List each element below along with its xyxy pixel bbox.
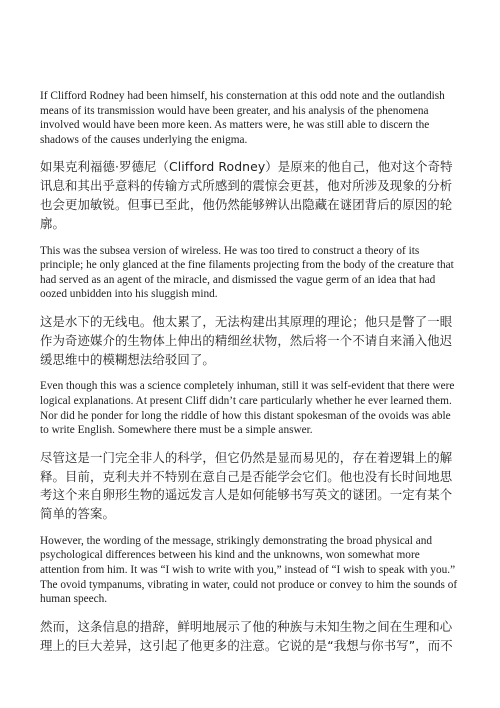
paragraph-english-1: If Clifford Rodney had been himself, his consternation at this odd note and the outlandish means of its transmission would have been greater, and his analysis of the phenomena involved would have been more keen. As matters were, he was still able to discern the shadows of the causes underlying the enigma. bbox=[40, 90, 445, 146]
paragraph-english-3: Even though this was a science completely inhuman, still it was self-evident that there were logical explanations. At present Cliff didn’t care particularly whether he ever learned them. Nor did he ponder for long the riddle of how this distant spokesman of the ovoids was able to write English. Somewhere there must be a simple answer. bbox=[40, 380, 455, 437]
paragraph-chinese-1: 如果克利福德·罗德尼（Clifford Rodney）是原来的他自己，他对这个奇特讯息和其出乎意料的传输方式所感到的震惊会更甚，他对所涉及现象的分析也会更加敏锐。但事已至此，他仍然能够辨认出隐藏在谜团背后的原因的轮廓。 bbox=[40, 159, 453, 231]
paragraph-chinese-4: 然而，这条信息的措辞，鲜明地展示了他的种族与未知生物之间在生理和心理上的巨大差异，这引起了他更多的注意。它说的是“我想与你书写”，而不 bbox=[40, 618, 453, 653]
paragraph-chinese-2: 这是水下的无线电。他太累了，无法构建出其原理的理论；他只是瞥了一眼作为奇迹媒介的生物体上伸出的精细丝状物，然后将一个不请自来涌入他迟缓思维中的模糊想法给驳回了。 bbox=[40, 313, 453, 367]
paragraph-english-4: However, the wording of the message, strikingly demonstrating the broad physical and psychological differences between his kind and the unknowns, won somewhat more attention from him. It was “I wish to write with you,” instead of “I wish to speak with you.” The ovoid tympanums, vibrating in water, could not produce or convey to him the sounds of human speech. bbox=[40, 534, 458, 606]
paragraph-english-2: This was the subsea version of wireless. He was too tired to construct a theory of its principle; he only glanced at the fine filaments projecting from the body of the creature that had served as an agent of the miracle, and dismissed the vague germ of an idea that had oozed unbidden into his sluggish mind. bbox=[40, 244, 454, 301]
paragraph-chinese-3: 尽管这是一门完全非人的科学，但它仍然是显而易见的，存在着逻辑上的解释。目前，克利夫并不特别在意自己是否能学会它们。他也没有长时间地思考这个来自卵形生物的遥远发言人是如何能够书写英文的谜团。一定有某个简单的答案。 bbox=[40, 449, 453, 522]
document-body bbox=[40, 89, 460, 655]
